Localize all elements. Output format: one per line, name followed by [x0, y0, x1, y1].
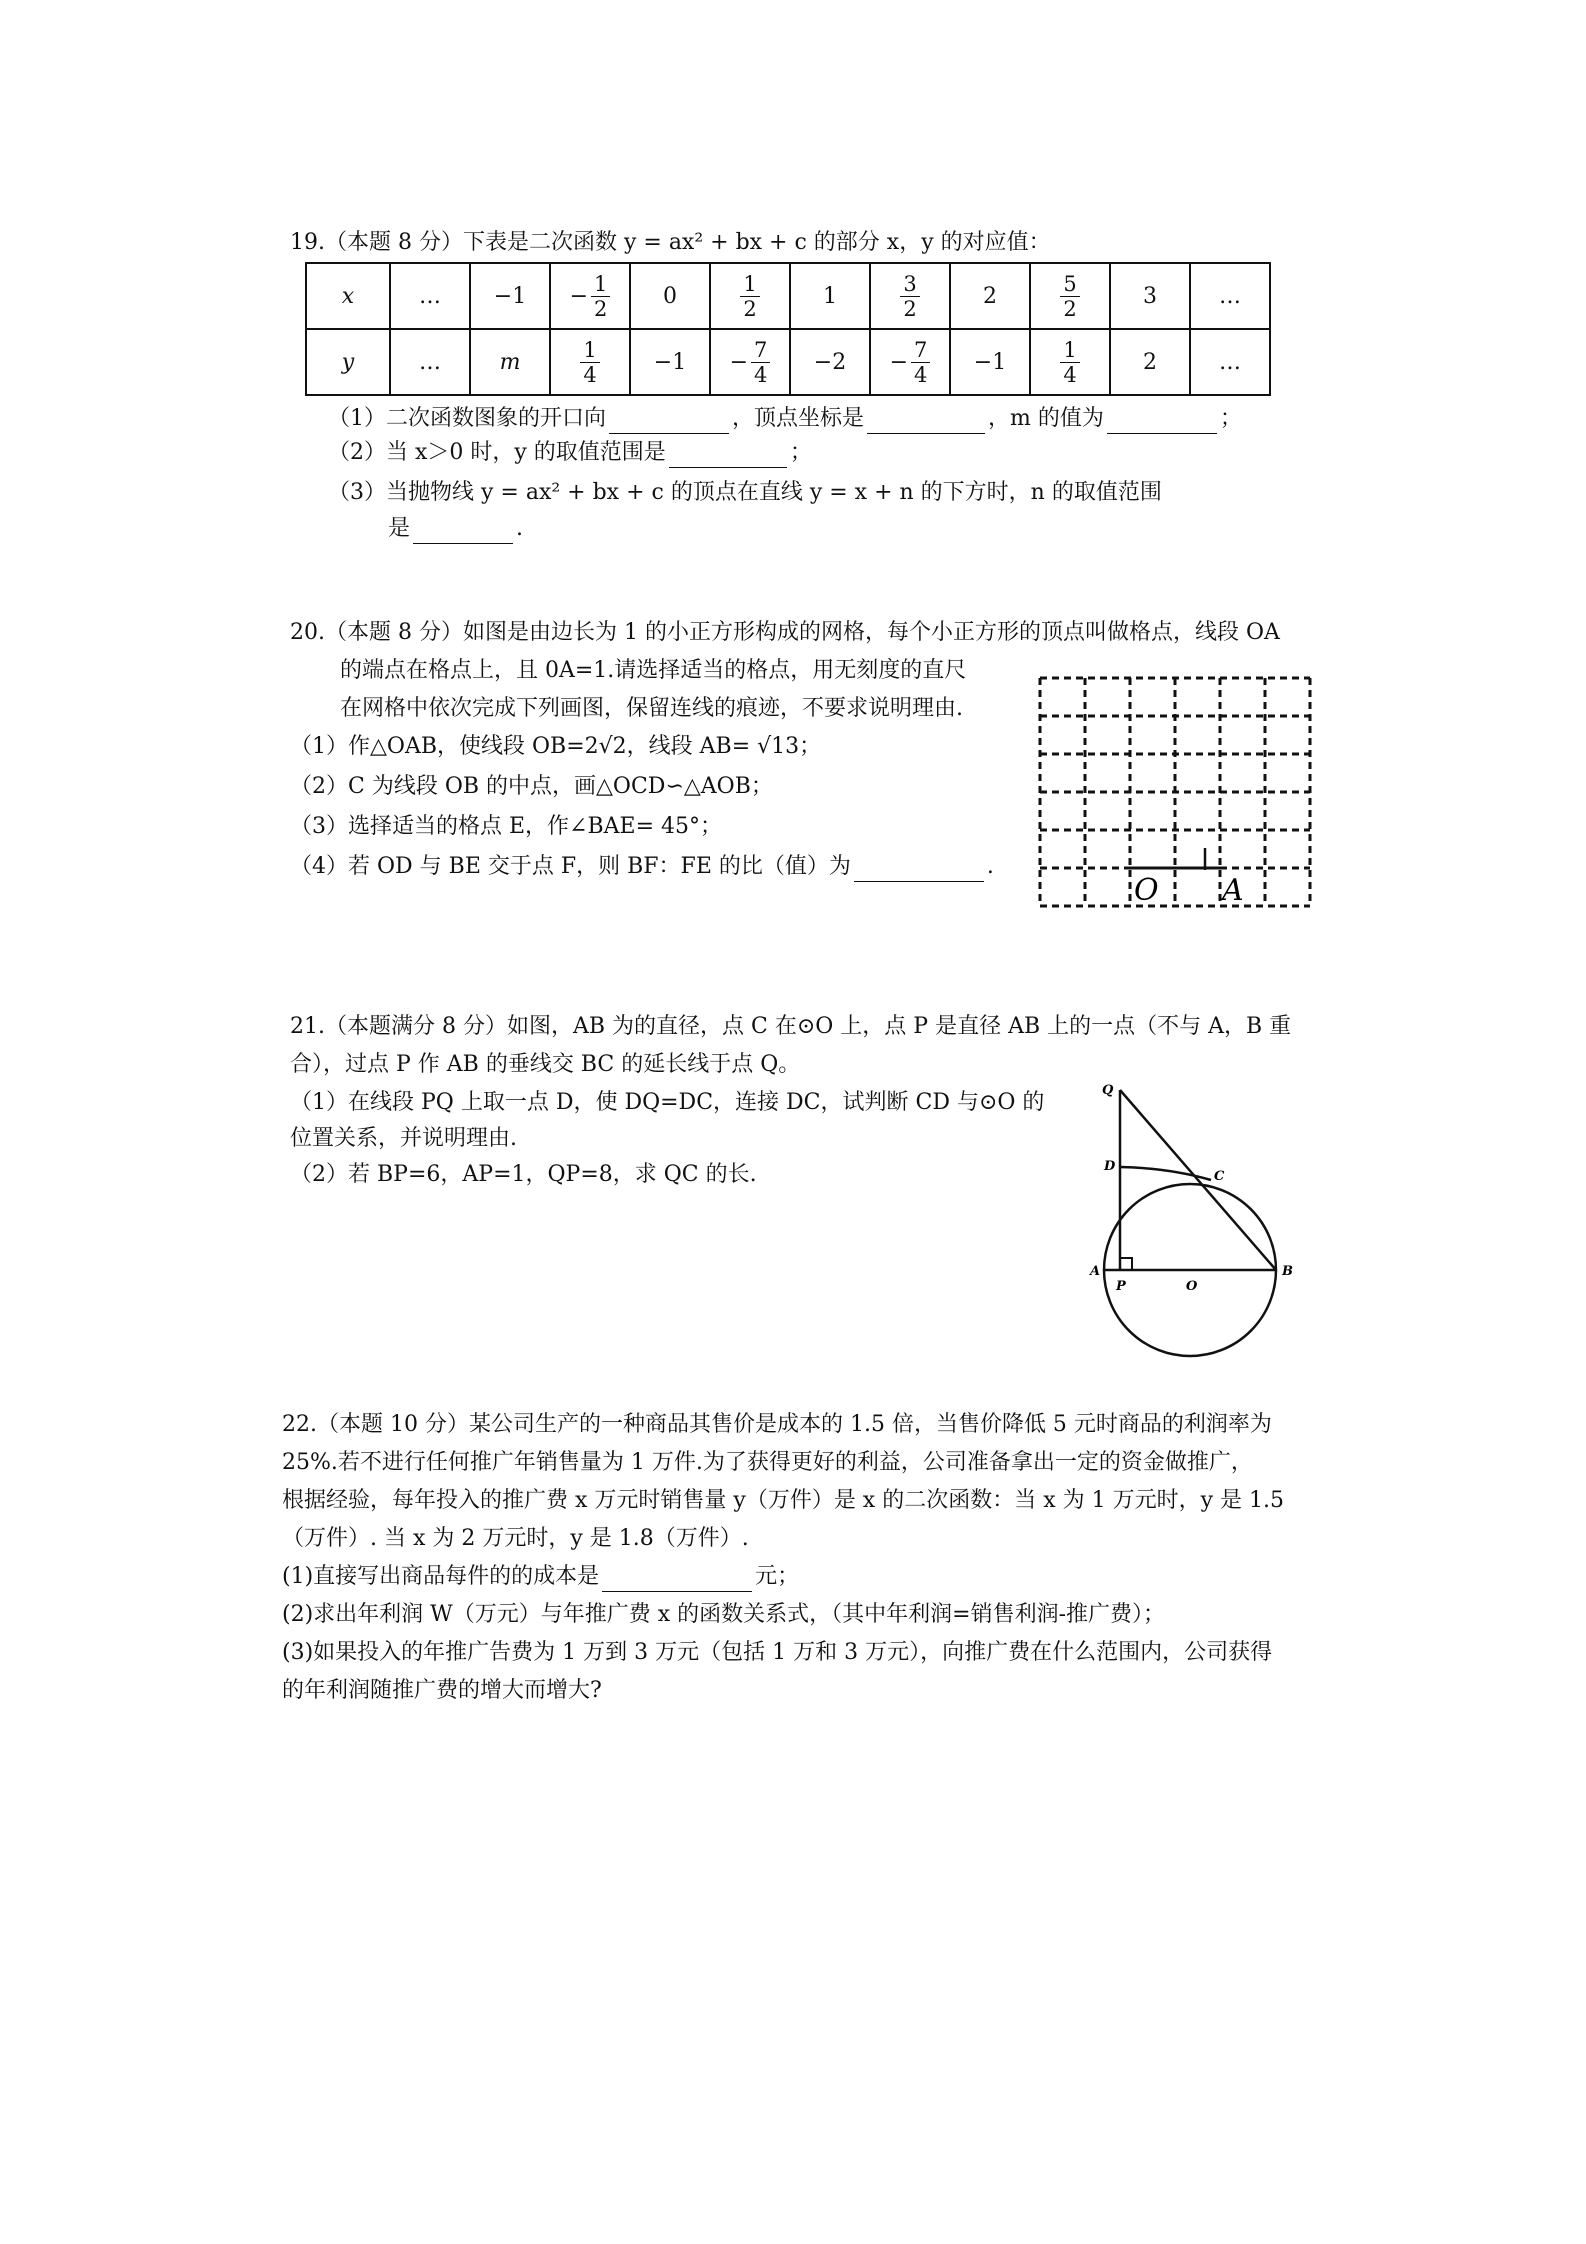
table-cell: − $\frac{1}{2}$ [550, 263, 630, 329]
q19-part2-text: （2）当 x＞0 时，y 的取值范围是 [328, 440, 666, 465]
label-b: B [1282, 1264, 1293, 1279]
q21-part1-cont: 位置关系，并说明理由. [290, 1126, 517, 1151]
q20-part4-text: . [986, 854, 994, 879]
q20-part1: （1）作△OAB，使线段 OB=2√2，线段 AB= √13； [290, 734, 822, 759]
answer-blank [669, 445, 787, 468]
q20-part2: （2）C 为线段 OB 的中点，画△OCD∽△AOB； [290, 774, 773, 799]
q22-part3: (3)如果投入的年推广告费为 1 万到 3 万元（包括 1 万和 3 万元），向推广费在什么范围内，公司获得 [282, 1640, 1273, 1665]
table-cell: $\frac{1}{4}$ [550, 329, 630, 395]
table-cell: − $\frac{7}{4}$ [870, 329, 950, 395]
q22-part3-cont: 的年利润随推广费的增大而增大? [282, 1678, 602, 1703]
table-cell: … [1190, 329, 1270, 395]
table-cell: 1 [790, 263, 870, 329]
circle-figure [1080, 1070, 1320, 1370]
table-cell: −1 [630, 329, 710, 395]
grid-figure [1030, 668, 1320, 928]
label-a: A [1090, 1264, 1101, 1279]
table-cell: m [470, 329, 550, 395]
q20-line3: 在网格中依次完成下列画图，保留连线的痕迹，不要求说明理由. [340, 696, 963, 721]
label-a: A [1222, 873, 1244, 908]
xy-value-table [305, 262, 1271, 396]
q19-part1-text: ，m 的值为 [988, 406, 1104, 431]
table-cell: − $\frac{7}{4}$ [710, 329, 790, 395]
answer-blank [413, 521, 513, 544]
table-row-x [306, 263, 1270, 329]
right-angle-mark [1120, 1258, 1132, 1270]
q22-line4: （万件）. 当 x 为 2 万元时，y 是 1.8（万件）. [282, 1526, 749, 1551]
q20-part3: （3）选择适当的格点 E，作∠BAE= 45°； [290, 814, 723, 839]
table-cell: … [1190, 263, 1270, 329]
q22-line3: 根据经验，每年投入的推广费 x 万元时销售量 y（万件）是 x 的二次函数：当 x 为 1 万元时，y 是 1.5 [282, 1488, 1284, 1513]
table-header-x: x [306, 263, 390, 329]
answer-blank [602, 1569, 752, 1592]
label-q: Q [1102, 1083, 1114, 1098]
answer-blank [1107, 411, 1217, 434]
table-header-y: y [306, 329, 390, 395]
q19-part2 [328, 438, 812, 468]
q19-part1 [328, 404, 1242, 434]
q19-part3-cont [388, 514, 523, 544]
q19-part2-text: ； [789, 440, 812, 465]
table-cell: … [390, 263, 470, 329]
q20-line2: 的端点在格点上，且 0A=1.请选择适当的格点，用无刻度的直尺 [340, 658, 967, 683]
q22-part1-text: (1)直接写出商品每件的的成本是 [282, 1564, 600, 1589]
q22-part1-text: 元； [755, 1564, 800, 1589]
table-cell: 2 [1110, 329, 1190, 395]
table-cell: $\frac{3}{2}$ [870, 263, 950, 329]
q21-part2: （2）若 BP=6，AP=1，QP=8，求 QC 的长. [290, 1162, 757, 1187]
table-cell: 2 [950, 263, 1030, 329]
dashed-grid [1040, 678, 1310, 906]
table-cell: … [390, 329, 470, 395]
table-cell: 0 [630, 263, 710, 329]
table-cell: $\frac{5}{2}$ [1030, 263, 1110, 329]
q21-line2: 合），过点 P 作 AB 的垂线交 BC 的延长线于点 Q。 [290, 1052, 801, 1077]
table-cell: −1 [950, 329, 1030, 395]
q22-header: 22.（本题 10 分）某公司生产的一种商品其售价是成本的 1.5 倍，当售价降低 5 元时商品的利润率为 [282, 1412, 1272, 1437]
q21-part1: （1）在线段 PQ 上取一点 D，使 DQ=DC，连接 DC，试判断 CD 与⊙O 的 [290, 1090, 1045, 1115]
q22-part2: (2)求出年利润 W（万元）与年推广费 x 的函数关系式，（其中年利润=销售利润-推广费）； [282, 1602, 1166, 1627]
table-cell: 3 [1110, 263, 1190, 329]
label-o: O [1134, 873, 1159, 908]
label-d: D [1104, 1159, 1116, 1174]
table-row-y [306, 329, 1270, 395]
table-cell: $\frac{1}{4}$ [1030, 329, 1110, 395]
label-p: P [1116, 1279, 1126, 1294]
q20-part4 [290, 852, 994, 882]
q22-line2: 25%.若不进行任何推广年销售量为 1 万件.为了获得更好的利益，公司准备拿出一定的资金做推广， [282, 1450, 1253, 1475]
q19-part3: （3）当抛物线 y = ax² + bx + c 的顶点在直线 y = x + n 的下方时，n 的取值范围 [328, 480, 1162, 505]
q19-part3-text: 是 [388, 516, 411, 541]
table-cell: −2 [790, 329, 870, 395]
label-o: O [1186, 1279, 1198, 1294]
answer-blank [854, 859, 984, 882]
q19-part3-text: . [516, 516, 524, 541]
answer-blank [867, 411, 985, 434]
q22-part1 [282, 1562, 799, 1592]
table-cell: $\frac{1}{2}$ [710, 263, 790, 329]
segment-qb [1120, 1090, 1276, 1270]
q21-header: 21.（本题满分 8 分）如图，AB 为的直径，点 C 在⊙O 上，点 P 是直径 AB 上的一点（不与 A，B 重 [290, 1014, 1292, 1039]
label-c: C [1214, 1169, 1225, 1184]
q19-part1-text: ； [1219, 406, 1242, 431]
q19-header: 19.（本题 8 分）下表是二次函数 y = ax² + bx + c 的部分 x，y 的对应值： [290, 230, 1051, 255]
q19-part1-text: ，顶点坐标是 [732, 406, 865, 431]
answer-blank [609, 411, 729, 434]
q19-part1-text: （1）二次函数图象的开口向 [328, 406, 606, 431]
q20-part4-text: （4）若 OD 与 BE 交于点 F，则 BF：FE 的比（值）为 [290, 854, 851, 879]
q20-header: 20.（本题 8 分）如图是由边长为 1 的小正方形构成的网格，每个小正方形的顶点叫做格点，线段 OA [290, 620, 1280, 645]
table-cell: −1 [470, 263, 550, 329]
